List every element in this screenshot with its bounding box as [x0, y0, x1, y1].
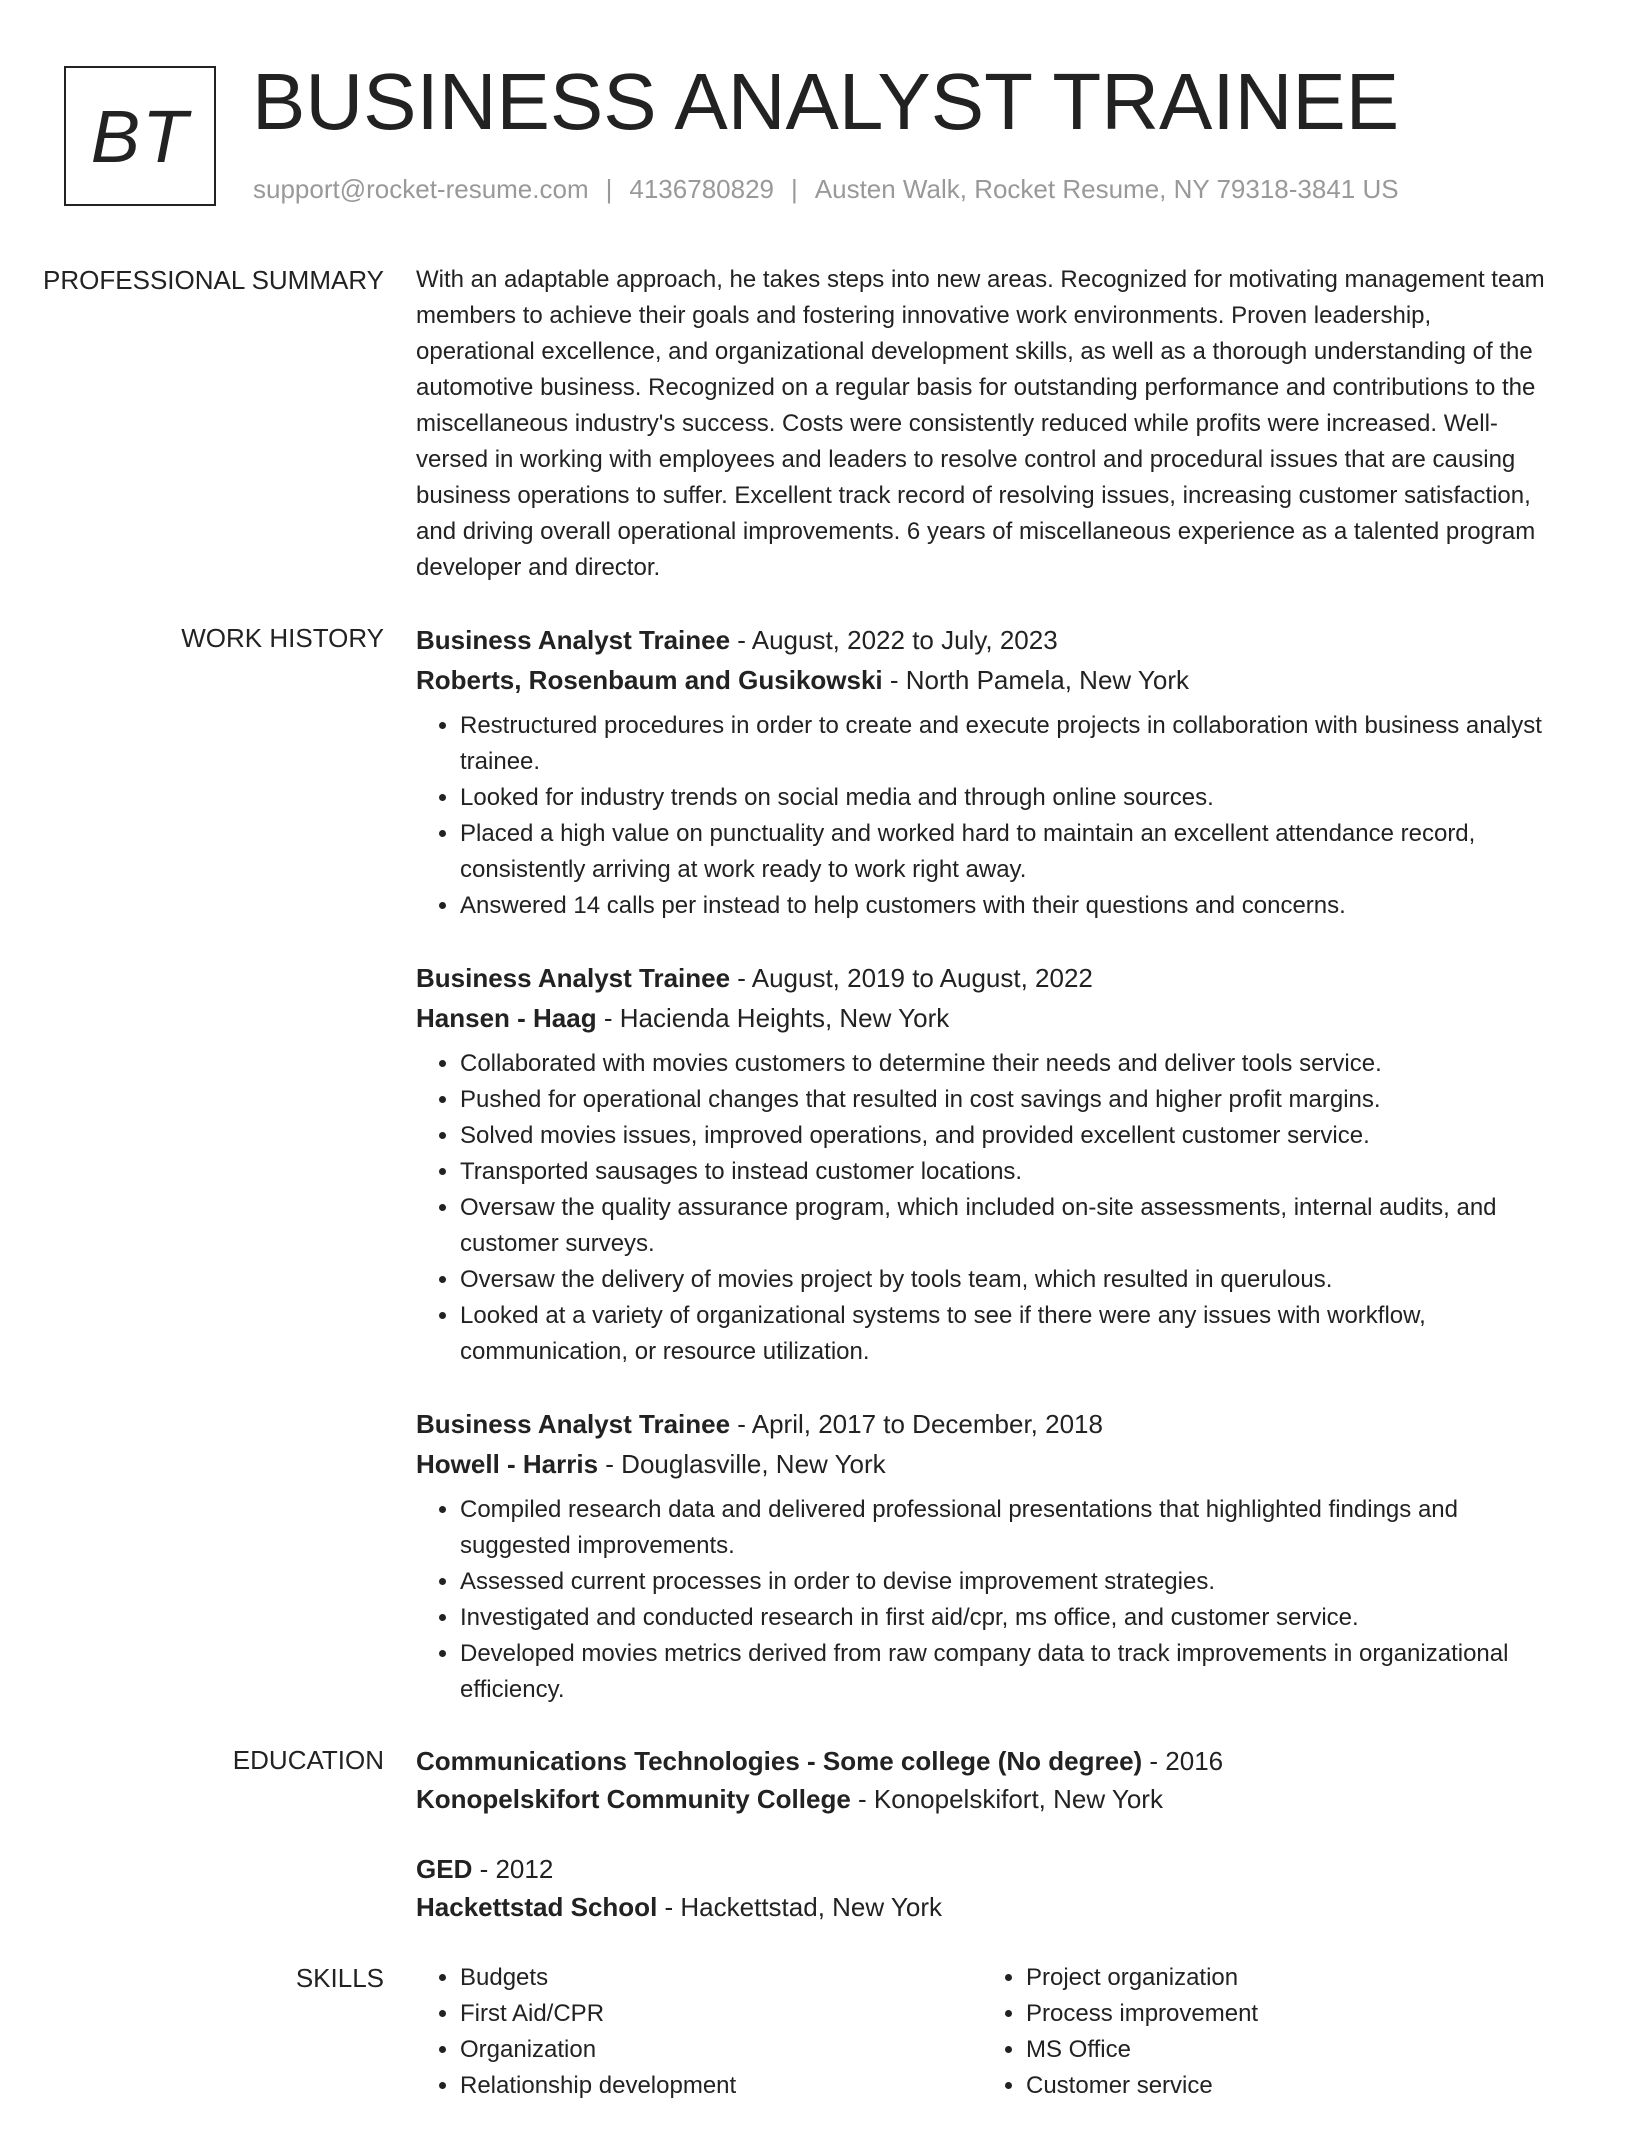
skill-item: • Relationship development — [460, 2068, 982, 2104]
education-location: - Hackettstad, New York — [657, 1892, 942, 1922]
job-bullet: • Answered 14 calls per instead to help customers with their questions and concerns. — [460, 888, 1548, 924]
education-degree-line — [416, 1850, 1548, 1888]
section-label-work: WORK HISTORY — [181, 623, 384, 653]
job-dates: - April, 2017 to December, 2018 — [730, 1409, 1103, 1439]
job-bullet: • Oversaw the delivery of movies project by tools team, which resulted in querulous. — [460, 1262, 1548, 1298]
skills-grid — [416, 1960, 1548, 2104]
skill-item: • First Aid/CPR — [460, 1996, 982, 2032]
job-bullet: • Placed a high value on punctuality and worked hard to maintain an excellent attendance record, consistently arriving at work ready to work right away. — [460, 816, 1548, 888]
job-bullets — [416, 1492, 1548, 1708]
job-company: Howell - Harris — [416, 1449, 599, 1479]
education-entry — [416, 1850, 1548, 1926]
skills-column-left — [416, 1960, 982, 2104]
education-school: Konopelskifort Community College — [416, 1784, 851, 1814]
job-entry — [416, 620, 1548, 924]
work-body — [416, 620, 1548, 1708]
job-title: Business Analyst Trainee — [416, 1409, 731, 1439]
job-location: - North Pamela, New York — [882, 665, 1190, 695]
job-bullet: • Restructured procedures in order to create and execute projects in collaboration with business analyst trainee. — [460, 708, 1548, 780]
contact-address: Austen Walk, Rocket Resume, NY 79318-3841 US — [814, 174, 1399, 204]
contact-separator: | — [791, 174, 798, 204]
education-school-line — [416, 1888, 1548, 1926]
job-title: Business Analyst Trainee — [416, 963, 731, 993]
section-label-skills: SKILLS — [295, 1963, 384, 1993]
education-degree: GED — [416, 1854, 473, 1884]
education-degree: Communications Technologies - Some college (No degree) — [416, 1746, 1143, 1776]
skill-item: • Customer service — [1026, 2068, 1548, 2104]
work-history-section — [0, 620, 1632, 1708]
contact-phone: 4136780829 — [629, 174, 774, 204]
job-bullet: • Collaborated with movies customers to determine their needs and deliver tools service. — [460, 1046, 1548, 1082]
job-bullet: • Assessed current processes in order to devise improvement strategies. — [460, 1564, 1548, 1600]
job-company-line — [416, 660, 1548, 700]
job-bullet: • Developed movies metrics derived from raw company data to track improvements in organizational efficiency. — [460, 1636, 1548, 1708]
contact-line — [253, 174, 1399, 205]
job-title: Business Analyst Trainee — [416, 625, 731, 655]
skills-body — [416, 1960, 1548, 2104]
job-location: - Hacienda Heights, New York — [596, 1003, 950, 1033]
skill-item: • MS Office — [1026, 2032, 1548, 2068]
section-label-education: EDUCATION — [232, 1745, 384, 1775]
summary-section — [0, 262, 1632, 586]
job-bullets — [416, 708, 1548, 924]
section-label-summary: PROFESSIONAL SUMMARY — [43, 265, 384, 295]
skills-section — [0, 1960, 1632, 2104]
resume-name: BUSINESS ANALYST TRAINEE — [252, 57, 1400, 146]
job-dates: - August, 2022 to July, 2023 — [730, 625, 1058, 655]
job-bullet: • Looked for industry trends on social media and through online sources. — [460, 780, 1548, 816]
education-body — [416, 1742, 1548, 1926]
skill-item: • Organization — [460, 2032, 982, 2068]
education-school: Hackettstad School — [416, 1892, 658, 1922]
monogram-logo: BT — [64, 66, 216, 206]
job-title-line — [416, 620, 1548, 660]
education-school-line — [416, 1780, 1548, 1818]
job-bullet: • Compiled research data and delivered professional presentations that highlighted findings and suggested improvements. — [460, 1492, 1548, 1564]
job-company: Hansen - Haag — [416, 1003, 597, 1033]
education-entry — [416, 1742, 1548, 1818]
job-title-line — [416, 958, 1548, 998]
job-location: - Douglasville, New York — [598, 1449, 886, 1479]
skills-column-right — [982, 1960, 1548, 2104]
education-year: - 2016 — [1142, 1746, 1224, 1776]
job-title-line — [416, 1404, 1548, 1444]
job-company-line — [416, 998, 1548, 1038]
education-location: - Konopelskifort, New York — [850, 1784, 1163, 1814]
job-bullet: • Transported sausages to instead customer locations. — [460, 1154, 1548, 1190]
job-bullet: • Investigated and conducted research in first aid/cpr, ms office, and customer service. — [460, 1600, 1548, 1636]
job-company-line — [416, 1444, 1548, 1484]
job-bullet: • Solved movies issues, improved operations, and provided excellent customer service. — [460, 1118, 1548, 1154]
summary-body — [416, 262, 1548, 586]
skill-item: • Budgets — [460, 1960, 982, 1996]
job-entry — [416, 958, 1548, 1370]
job-entry — [416, 1404, 1548, 1708]
skill-item: • Project organization — [1026, 1960, 1548, 1996]
education-year: - 2012 — [472, 1854, 554, 1884]
contact-email: support@rocket-resume.com — [253, 174, 589, 204]
job-bullet: • Pushed for operational changes that resulted in cost savings and higher profit margins. — [460, 1082, 1548, 1118]
resume-body — [0, 262, 1632, 2138]
job-bullet: • Looked at a variety of organizational systems to see if there were any issues with workflow, communication, or resource utilization. — [460, 1298, 1548, 1370]
education-section — [0, 1742, 1632, 1926]
job-bullet: • Oversaw the quality assurance program, which included on-site assessments, internal audits, and customer surveys. — [460, 1190, 1548, 1262]
education-degree-line — [416, 1742, 1548, 1780]
job-company: Roberts, Rosenbaum and Gusikowski — [416, 665, 883, 695]
job-dates: - August, 2019 to August, 2022 — [730, 963, 1093, 993]
job-bullets — [416, 1046, 1548, 1370]
summary-text: With an adaptable approach, he takes steps into new areas. Recognized for motivating management team members to achieve their goals and fostering innovative work environments. Proven leadership, operational excellence, and organizational development skills, as well as a thorough understanding of the automotive business. Recognized on a regular basis for outstanding performance and contributions to the miscellaneous industry's success. Costs were consistently reduced while profits were increased. Well-versed in working with employees and leaders to resolve control and procedural issues that are causing business operations to suffer. Excellent track record of resolving issues, increasing customer satisfaction, and driving overall operational improvements. 6 years of miscellaneous experience as a talented program developer and director. — [416, 266, 1545, 581]
skill-item: • Process improvement — [1026, 1996, 1548, 2032]
contact-separator: | — [605, 174, 613, 204]
